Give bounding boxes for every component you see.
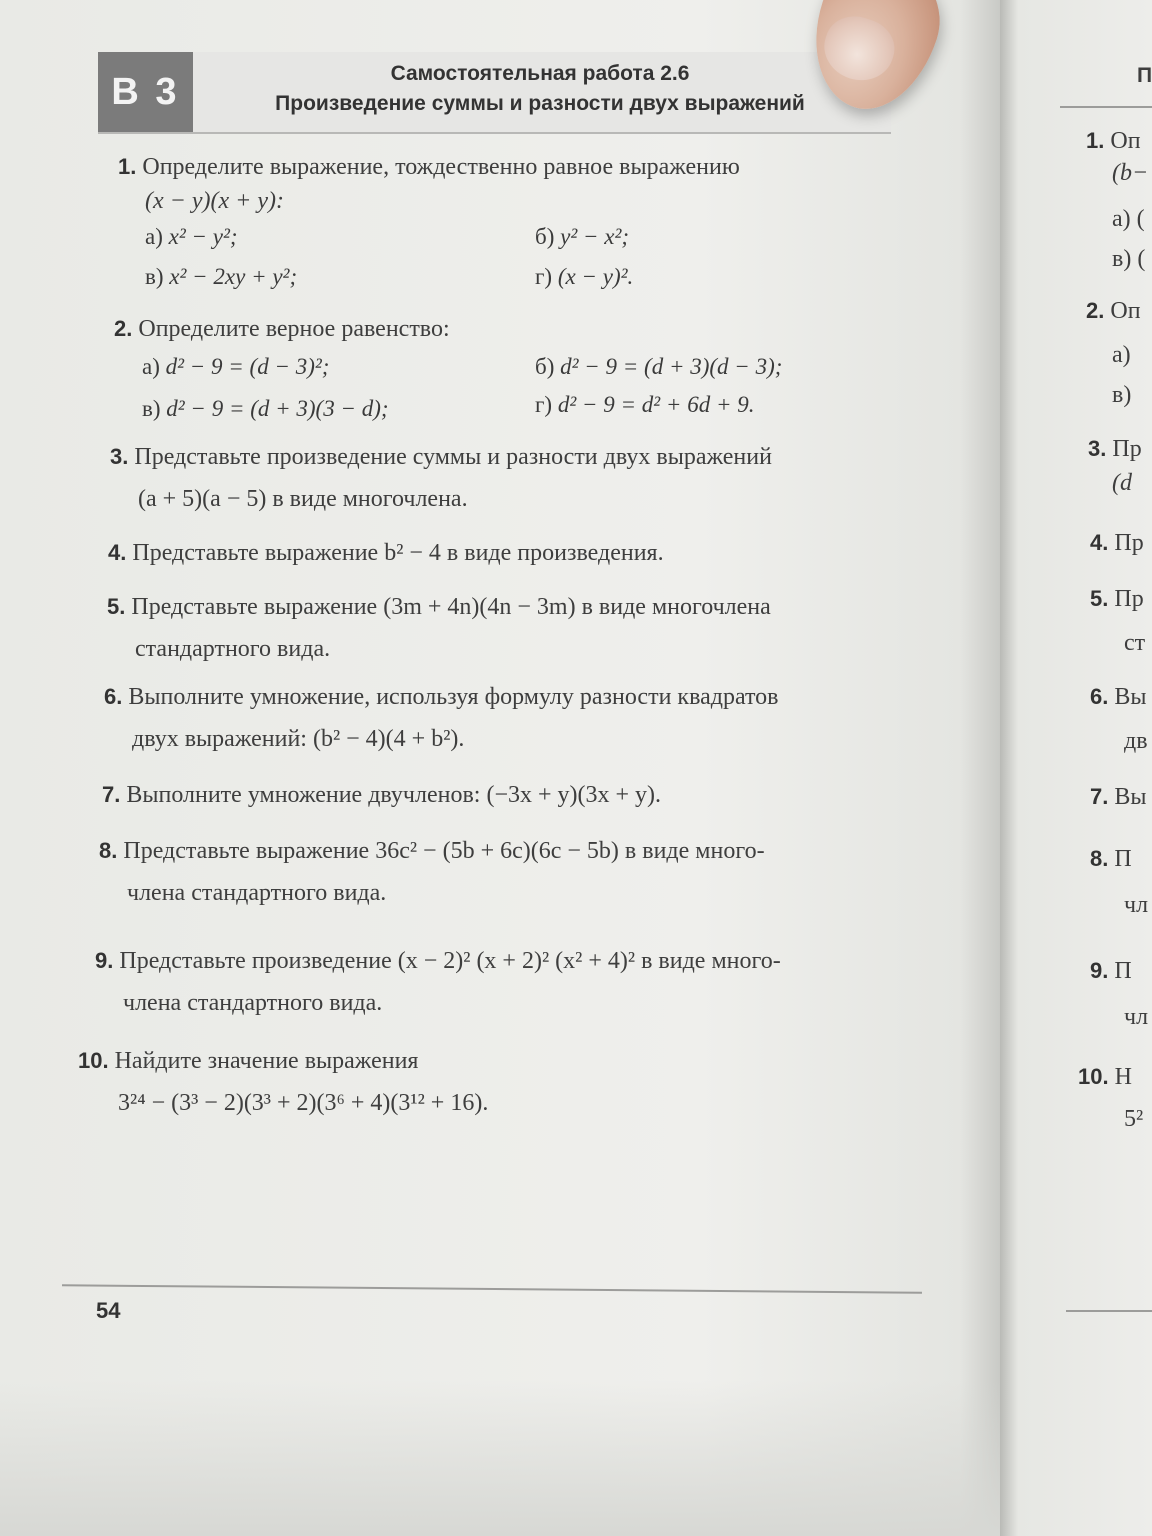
- right-item: чл: [1124, 892, 1149, 918]
- right-item: 1. Оп: [1086, 128, 1141, 154]
- task-2: [114, 308, 914, 350]
- right-item: а) (: [1112, 206, 1145, 232]
- right-footer-rule: [1066, 1310, 1152, 1312]
- right-item: дв: [1124, 728, 1148, 754]
- task-1-option-c: в) x² − 2xy + y²;: [145, 264, 298, 289]
- task-1-expression: (x − y)(x + y):: [145, 188, 284, 214]
- right-item: (b−: [1112, 160, 1149, 186]
- right-item: в): [1112, 382, 1132, 408]
- right-item: 6. Вы: [1090, 684, 1147, 710]
- task-2-option-a: а) d² − 9 = (d − 3)²;: [142, 354, 330, 379]
- task-1-option-b: б) y² − x²;: [535, 224, 630, 249]
- right-item: чл: [1124, 1004, 1149, 1030]
- page-number: 54: [96, 1298, 121, 1323]
- fingernail: [816, 8, 902, 89]
- right-item: ст: [1124, 630, 1146, 656]
- right-item: 9. П: [1090, 958, 1132, 984]
- right-item: 8. П: [1090, 846, 1132, 872]
- right-item: а): [1112, 342, 1131, 368]
- page-title: Самостоятельная работа 2.6: [390, 62, 690, 85]
- right-item: 7. Вы: [1090, 784, 1147, 810]
- right-item: в) (: [1112, 246, 1146, 272]
- task-3: 3. Представьте произведение суммы и разности двух выражений (a + 5)(a − 5) в виде многочлена.: [110, 444, 772, 512]
- task-5: 5. Представьте выражение (3m + 4n)(4n − 3m) в виде многочлена стандартного вида.: [107, 594, 771, 662]
- task-number: 1.: [118, 154, 137, 179]
- task-text: Определите верное равенство:: [138, 316, 450, 342]
- right-item: 3. Пр: [1088, 436, 1142, 462]
- task-8: 8. Представьте выражение 36c² − (5b + 6c)(6c − 5b) в виде много- члена стандартного вида.: [99, 838, 765, 906]
- page-subtitle: Произведение суммы и разности двух выражений: [275, 92, 805, 115]
- right-page: [1000, 0, 1152, 1536]
- right-item: 10. Н: [1078, 1064, 1132, 1090]
- right-header-fragment: П: [1137, 64, 1152, 87]
- task-2-option-d: г) d² − 9 = d² + 6d + 9.: [535, 392, 755, 417]
- task-7: 7. Выполните умножение двучленов: (−3x + y)(3x + y).: [102, 782, 662, 808]
- task-9: 9. Представьте произведение (x − 2)² (x + 2)² (x² + 4)² в виде много- члена стандартного вида.: [95, 948, 781, 1016]
- right-item: 5. Пр: [1090, 586, 1144, 612]
- right-item: 5²: [1124, 1106, 1144, 1132]
- task-number: 2.: [114, 316, 133, 341]
- task-text: Определите выражение, тождественно равное выражению: [142, 154, 740, 180]
- task-2-option-c: в) d² − 9 = (d + 3)(3 − d);: [142, 396, 389, 421]
- right-header-rule: [1060, 106, 1152, 108]
- task-2-option-b: б) d² − 9 = (d + 3)(d − 3);: [535, 354, 783, 379]
- variant-badge: В 3: [98, 52, 193, 132]
- right-item: 4. Пр: [1090, 530, 1144, 556]
- task-4: 4. Представьте выражение b² − 4 в виде произведения.: [108, 540, 664, 566]
- task-1-option-a: а) x² − y²;: [145, 224, 238, 249]
- right-item: 2. Оп: [1086, 298, 1141, 324]
- right-item: (d: [1112, 470, 1132, 496]
- task-10: 10. Найдите значение выражения 3²⁴ − (3³ − 2)(3³ + 2)(3⁶ + 4)(3¹² + 16).: [78, 1048, 489, 1116]
- task-1-option-d: г) (x − y)².: [535, 264, 634, 289]
- task-6: 6. Выполните умножение, используя формулу разности квадратов двух выражений: (b² − 4)(4 + b²).: [104, 684, 779, 752]
